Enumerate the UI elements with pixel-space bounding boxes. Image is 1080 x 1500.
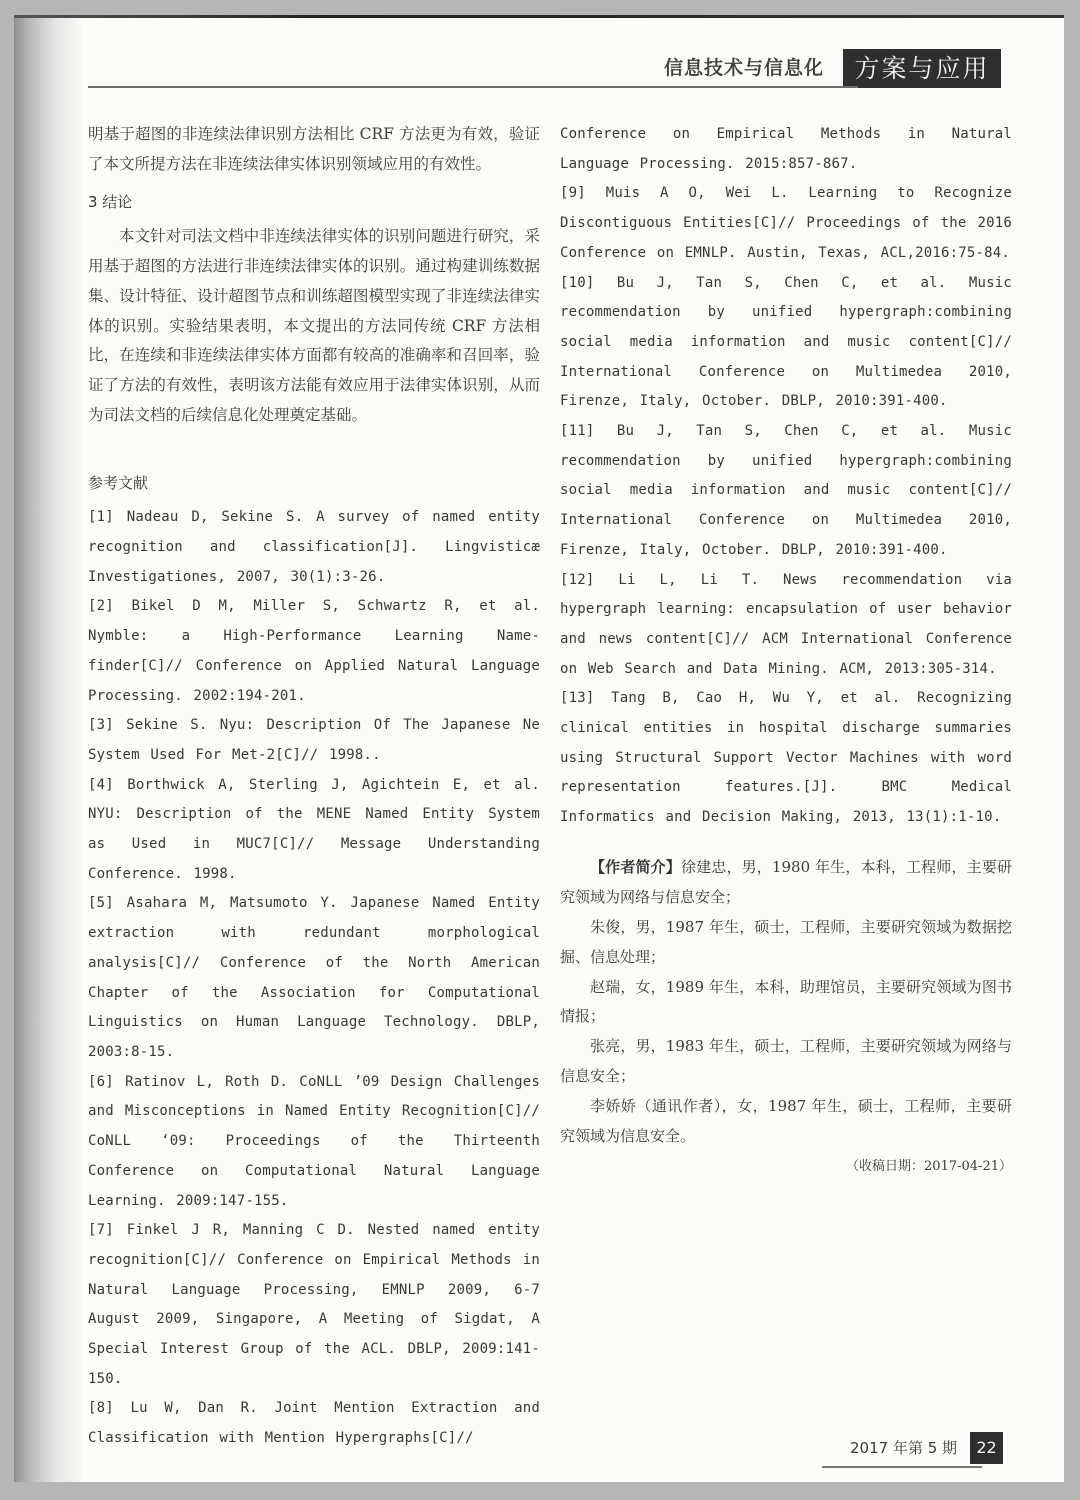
author-bio-label: 【作者简介】: [590, 857, 681, 876]
author-entry: 赵瑞，女，1989 年生，本科，助理馆员，主要研究领域为图书情报；: [560, 977, 1012, 1026]
reference-item-continued: Conference on Empirical Methods in Natural Language Processing. 2015:857-867.: [560, 126, 1012, 172]
intro-paragraph: 明基于超图的非连续法律识别方法相比 CRF 方法更为有效，验证了本文所提方法在非连续法律实体识别领域应用的有效性。: [88, 125, 541, 173]
author-entry: 李娇娇（通讯作者），女，1987 年生，硕士，工程师，主要研究领域为信息安全。: [560, 1097, 1012, 1146]
reference-item: [7] Finkel J R, Manning C D. Nested named entity recognition[C]// Conference on Empirical Methods in Natural Language Processing, EMNLP 2009, 6-7 August 2009, Singapore, A Meeting of Sigdat, A Special Interest Group of the ACL. DBLP, 2009:141-150.: [88, 1222, 540, 1387]
author-entry: 朱俊，男，1987 年生，硕士，工程师，主要研究领域为数据挖掘、信息处理；: [560, 917, 1012, 966]
reference-item: [2] Bikel D M, Miller S, Schwartz R, et al. Nymble: a High-Performance Learning Name-finder[C]// Conference on Applied Natural Language Processing. 2002:194-201.: [88, 598, 540, 704]
author-text: 徐建忠，男，1980 年生，本科，工程师，主要研究领域为网络与信息安全；: [560, 857, 1012, 906]
reference-item: [3] Sekine S. Nyu: Description Of The Japanese Ne System Used For Met-2[C]// 1998..: [88, 717, 540, 763]
reference-item: [6] Ratinov L, Roth D. CoNLL ’09 Design Challenges and Misconceptions in Named Entity Recognition[C]// CoNLL ‘09: Proceedings of the Thirteenth Conference on Computational Natural Language Learning. 2009:147-155.: [88, 1073, 540, 1209]
reference-item: [12] Li L, Li T. News recommendation via hypergraph learning: encapsulation of user behavior and news content[C]// ACM International Conference on Web Search and Data Mining. ACM, 2013:305-314.: [560, 571, 1012, 677]
received-date: （收稿日期：2017-04-21）: [846, 1158, 1012, 1174]
reference-item: [13] Tang B, Cao H, Wu Y, et al. Recognizing clinical entities in hospital discharge summaries using Structural Support Vector Machines with word representation features.[J]. BMC Medical Informatics and Decision Making, 2013, 13(1):1-10.: [560, 690, 1012, 826]
journal-name: 信息技术与信息化: [664, 57, 825, 79]
author-entry: [560, 853, 1012, 913]
author-entry: 张亮，男，1983 年生，硕士，工程师，主要研究领域为网络与信息安全；: [560, 1037, 1012, 1086]
left-column: [88, 120, 540, 1454]
journal-page: [14, 15, 1064, 1482]
issue-label: 2017 年第 5 期: [850, 1439, 958, 1457]
reference-item: [8] Lu W, Dan R. Joint Mention Extraction and Classification with Mention Hypergraphs[C]//: [88, 1400, 540, 1447]
conclusion-heading: 3 结论: [88, 193, 133, 212]
reference-item: [11] Bu J, Tan S, Chen C, et al. Music recommendation by unified hypergraph:combining social media information and music content[C]// International Conference on Multimedea 2010, Firenze, Italy, October. DBLP, 2010:391-400.: [560, 423, 1012, 558]
reference-item: [4] Borthwick A, Sterling J, Agichtein E, et al. NYU: Description of the MENE Named Entity System as Used in MUC7[C]// Message Understanding Conference. 1998.: [88, 776, 540, 882]
header-divider: [88, 86, 858, 88]
conclusion-paragraph: 本文针对司法文档中非连续法律实体的识别问题进行研究，采用基于超图的方法进行非连续法律实体的识别。通过构建训练数据集、设计特征、设计超图节点和训练超图模型实现了非连续法律实体的识别。实验结果表明，本文提出的方法同传统 CRF 方法相比，在连续和非连续法律实体方面都有较高的准确率和召回率，验证了方法的有效性，表明该方法能有效应用于法律实体识别，从而为司法文档的后续信息化处理奠定基础。: [88, 227, 540, 424]
reference-item: [10] Bu J, Tan S, Chen C, et al. Music recommendation by unified hypergraph:combining social media information and music content[C]// International Conference on Multimedea 2010, Firenze, Italy, October. DBLP, 2010:391-400.: [560, 274, 1012, 410]
reference-item: [1] Nadeau D, Sekine S. A survey of named entity recognition and classification[J]. Lingvisticæ Investigationes, 2007, 30(1):3-26.: [88, 509, 540, 585]
right-column: [560, 120, 1012, 1181]
references-heading: 参考文献: [88, 474, 149, 493]
section-label: 方案与应用: [843, 49, 1001, 88]
page-number: 22: [970, 1432, 1003, 1464]
reference-item: [5] Asahara M, Matsumoto Y. Japanese Named Entity extraction with redundant morphological analysis[C]// Conference of the North American Chapter of the Association for Computational Linguistics on Human Language Technology. DBLP, 2003:8-15.: [88, 895, 540, 1060]
reference-item: [9] Muis A O, Wei L. Learning to Recognize Discontiguous Entities[C]// Proceedings of the 2016 Conference on EMNLP. Austin, Texas, ACL,2016:75-84.: [560, 185, 1012, 261]
footer-divider: [822, 1466, 982, 1468]
